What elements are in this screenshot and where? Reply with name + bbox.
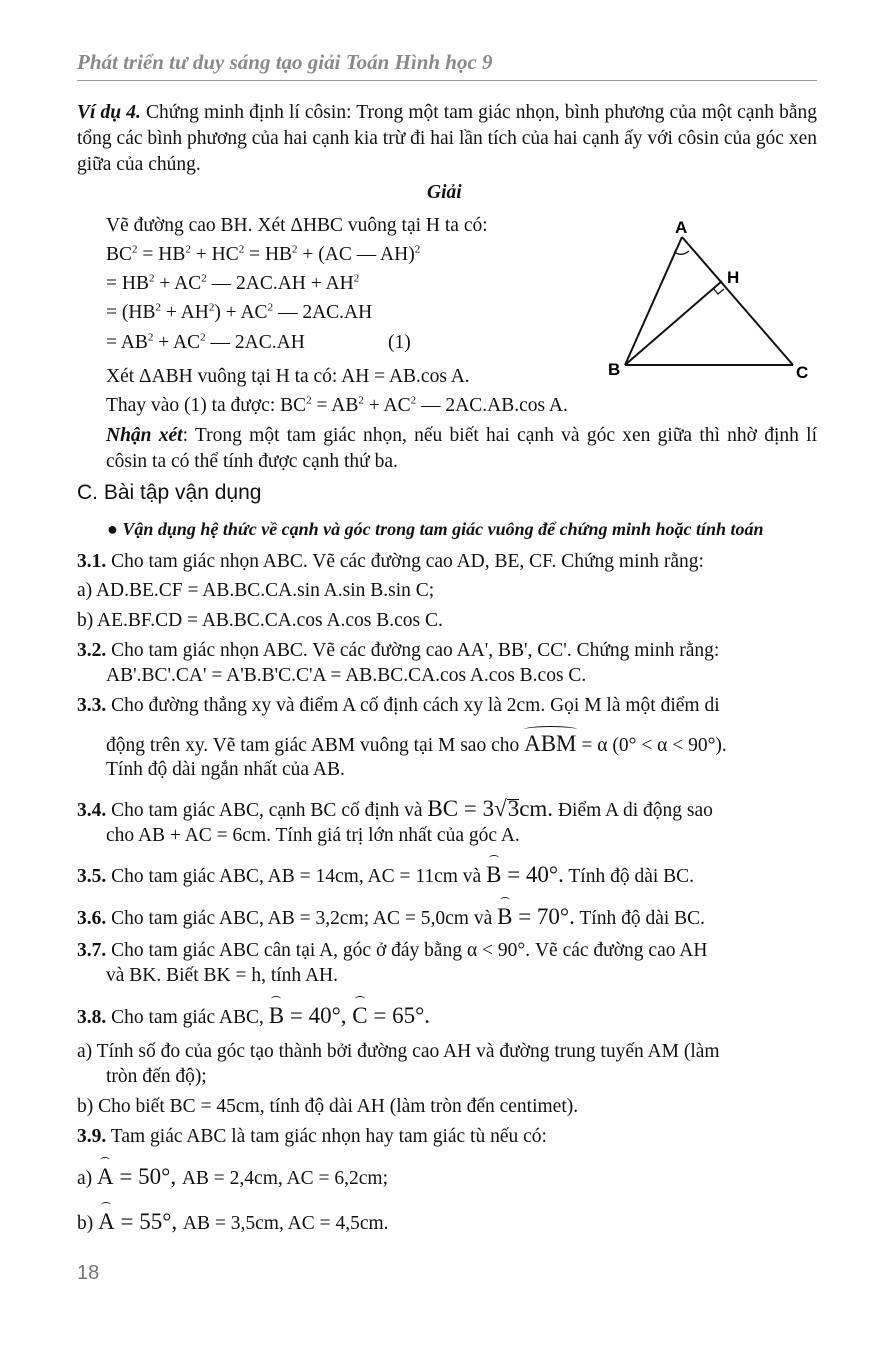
example-text: Chứng minh định lí côsin: Trong một tam giác nhọn, bình phương của một cạnh bằng tổng các bình phương của hai cạnh kia trừ đi hai lần tích của hai cạnh ấy với côsin của góc xen giữa của chúng. — [77, 102, 817, 175]
remark-text: : Trong một tam giác nhọn, nếu biết hai cạnh và góc xen giữa thì nhờ định lí côsin ta có thể tính được cạnh thứ ba. — [106, 425, 817, 472]
label-b: B — [608, 360, 621, 379]
exercise-3-9: 3.9. Tam giác ABC là tam giác nhọn hay tam giác tù nếu có: — [77, 1126, 547, 1147]
section-title: C. Bài tập vận dụng — [77, 481, 262, 504]
proof-line-7: Thay vào (1) ta được: $BC^2 = AB^2 + AC^2$ — 2AC.AB.cos A. — [106, 394, 568, 416]
proof-line-3: = $HB^2 + AC^2$ — $2AC.AH + AH^2$ — [106, 272, 360, 294]
right-angle-mark — [713, 288, 724, 294]
exercise-3-3-line3: Tính độ dài ngắn nhất của AB. — [106, 759, 345, 780]
header-divider — [77, 80, 817, 81]
exercise-3-1-b: b) AE.BF.CD = AB.BC.CA.cos A.cos B.cos C. — [77, 610, 443, 631]
exercise-3-5: 3.5. Cho tam giác ABC, AB = 14cm, AC = 11cm và B = 40°. Tính độ dài BC. — [77, 862, 695, 887]
section-bullet: ● Vận dụng hệ thức về cạnh và góc trong tam giác vuông để chứng minh hoặc tính toán — [107, 519, 764, 539]
exercise-3-2: 3.2. Cho tam giác nhọn ABC. Vẽ các đường cao AA', BB', CC'. Chứng minh rằng: — [77, 640, 720, 661]
running-header: Phát triển tư duy sáng tạo giải Toán Hình học 9 — [77, 50, 493, 74]
proof-line-4: = $(HB^2 + AH^2) + AC^2$ — 2AC.AH — [106, 301, 373, 323]
exercise-3-2-line2: AB'.BC'.CA' = A'B.B'C.C'A = AB.BC.CA.cos A.cos B.cos C. — [106, 665, 587, 686]
remark-label: Nhận xét — [106, 425, 183, 446]
example-statement — [77, 100, 817, 178]
equation-label: (1) — [388, 332, 411, 353]
remark — [106, 423, 817, 475]
proof-line-2: $BC^2 = HB^2 + HC^2 = HB^2 + (AC$ — AH)$^2$ — [106, 243, 421, 265]
exercise-3-8: 3.8. Cho tam giác ABC, B = 40°, C = 65°. — [77, 1003, 431, 1028]
exercise-3-7: 3.7. Cho tam giác ABC cân tại A, góc ở đáy bằng α < 90°. Vẽ các đường cao AH — [77, 940, 708, 961]
exercise-3-8-a: a) Tính số đo của góc tạo thành bởi đường cao AH và đường trung tuyến AM (làm — [77, 1041, 720, 1062]
exercise-3-8-a-cont: tròn đến độ); — [106, 1066, 207, 1087]
label-c: C — [796, 363, 809, 382]
exercise-3-7-line2: và BK. Biết BK = h, tính AH. — [106, 965, 339, 986]
proof-line-1: Vẽ đường cao BH. Xét ΔHBC vuông tại H ta có: — [106, 215, 488, 236]
proof-line-5: = $AB^2 + AC^2$ — 2AC.AH — [106, 331, 305, 353]
page-number: 18 — [77, 1262, 100, 1284]
exercise-3-4-line2: cho AB + AC = 6cm. Tính giá trị lớn nhất của góc A. — [106, 825, 520, 846]
exercise-3-1: 3.1. Cho tam giác nhọn ABC. Vẽ các đường cao AD, BE, CF. Chứng minh rằng: — [77, 551, 704, 572]
exercise-3-9-a: a) A = 50°, AB = 2,4cm, AC = 6,2cm; — [77, 1164, 388, 1189]
exercise-3-1-a: a) AD.BE.CF = AB.BC.CA.sin A.sin B.sin C; — [77, 580, 435, 601]
exercise-3-4: 3.4. Cho tam giác ABC, cạnh BC cố định và BC = 3√3cm. Điểm A di động sao — [77, 796, 713, 821]
exercise-3-6: 3.6. Cho tam giác ABC, AB = 3,2cm; AC = 5,0cm và B = 70°. Tính độ dài BC. — [77, 904, 706, 929]
side-ab — [625, 237, 682, 365]
label-h: H — [727, 268, 740, 287]
triangle-figure — [600, 215, 820, 385]
exercise-3-3-line2: động trên xy. Vẽ tam giác ABM vuông tại M sao cho ABM = α (0° < α < 90°). — [106, 731, 727, 756]
example-label: Ví dụ 4. — [77, 102, 141, 123]
exercise-3-9-b: b) A = 55°, AB = 3,5cm, AC = 4,5cm. — [77, 1209, 389, 1234]
altitude-bh — [625, 281, 722, 365]
proof-line-6: Xét ΔABH vuông tại H ta có: AH = AB.cos A. — [106, 366, 470, 387]
exercise-3-3: 3.3. Cho đường thẳng xy và điểm A cố định cách xy là 2cm. Gọi M là một điểm di — [77, 695, 720, 716]
label-a: A — [675, 218, 688, 237]
solution-title: Giải — [427, 182, 462, 203]
exercise-3-8-b: b) Cho biết BC = 45cm, tính độ dài AH (làm tròn đến centimet). — [77, 1096, 579, 1117]
